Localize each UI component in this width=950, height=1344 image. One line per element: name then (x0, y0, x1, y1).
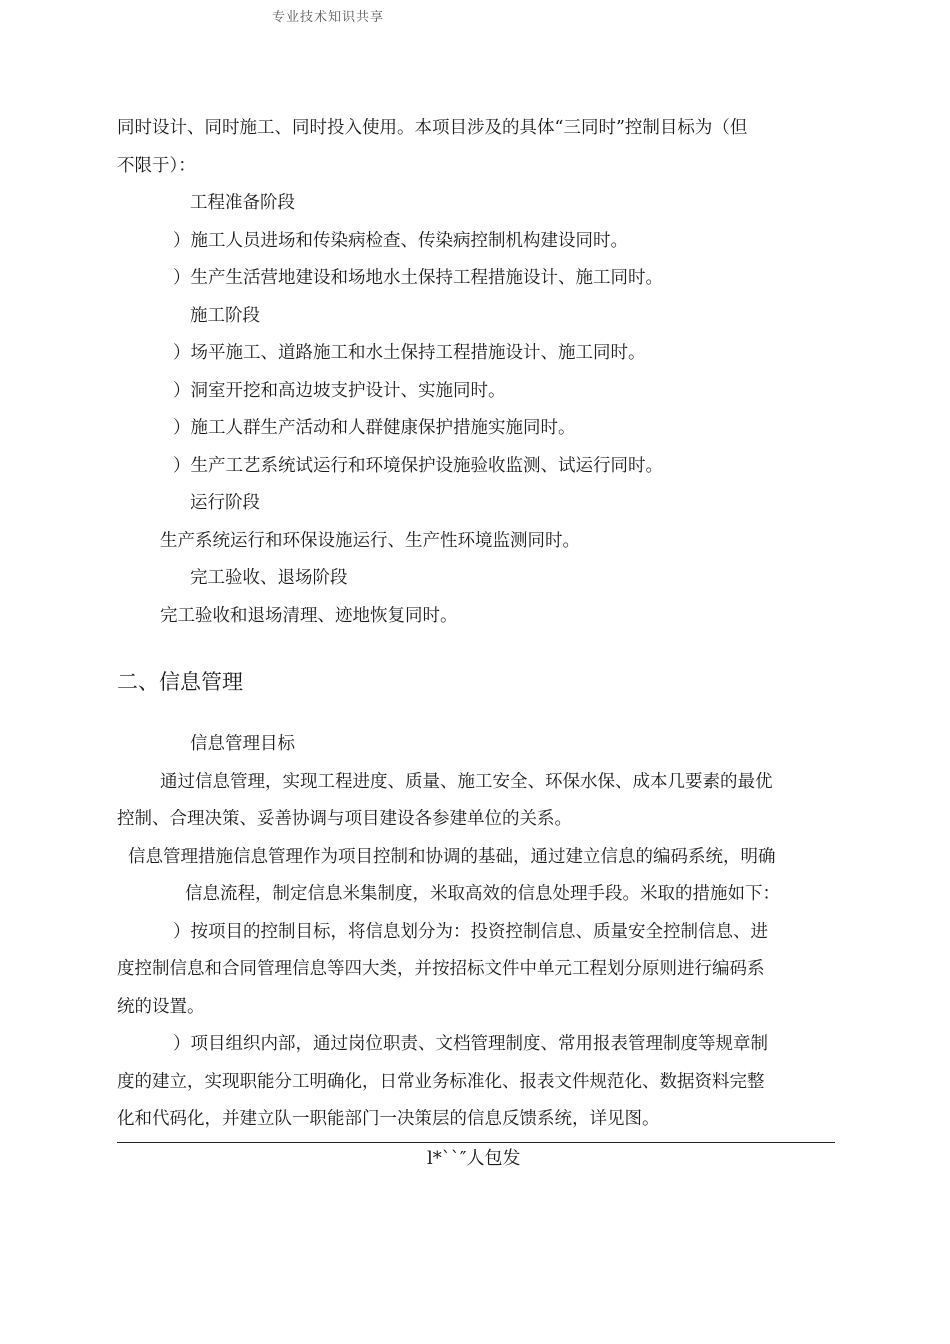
subheading-preparation: 工程准备阶段 (190, 193, 295, 213)
list-item: ）生产生活营地建设和场地水土保持工程措施设计、施工同时。 (173, 268, 663, 288)
body-line: 化和代码化，并建立队一职能部门一决策层的信息反馈系统，详见图。 (117, 1109, 660, 1129)
body-line: 信息流程，制定信息米集制度，米取高效的信息处理手段。米取的措施如下： (185, 884, 780, 904)
subheading-completion: 完工验收、退场阶段 (190, 568, 348, 588)
body-line: 不限于）： (117, 156, 196, 176)
list-item: ）生产工艺系统试运行和环境保护设施验收监测、试运行同时。 (173, 456, 663, 476)
list-item: ）按项目的控制目标，将信息划分为：投资控制信息、质量安全控制信息、进 (173, 922, 768, 942)
subheading-operation: 运行阶段 (190, 493, 260, 513)
body-line: 信息管理措施信息管理作为项目控制和协调的基础，通过建立信息的编码系统，明确 (128, 847, 776, 867)
body-line: 度控制信息和合同管理信息等四大类，并按招标文件中单元工程划分原则进行编码系 (117, 959, 765, 979)
body-line: 完工验收和退场清理、迹地恢复同时。 (160, 606, 458, 626)
subheading-construction: 施工阶段 (190, 306, 260, 326)
list-item: ）施工人群生产活动和人群健康保护措施实施同时。 (173, 418, 576, 438)
subheading-info-target: 信息管理目标 (190, 734, 295, 754)
body-line: 度的建立，实现职能分工明确化，日常业务标准化、报表文件规范化、数据资料完整 (117, 1072, 765, 1092)
body-line: 统的设置。 (117, 997, 205, 1017)
section-title: 二、信息管理 (117, 670, 243, 694)
body-line: 生产系统运行和环保设施运行、生产性环境监测同时。 (160, 531, 580, 551)
body-line: 通过信息管理，实现工程进度、质量、施工安全、环保水保、成本几要素的最优 (160, 772, 773, 792)
footer-text: l*``″人包发 (427, 1148, 521, 1169)
divider (117, 1142, 835, 1143)
list-item: ）洞室开挖和高边坡支护设计、实施同时。 (173, 381, 506, 401)
body-line: 控制、合理决策、妥善协调与项目建设各参建单位的关系。 (117, 809, 572, 829)
body-line: 同时设计、同时施工、同时投入使用。本项目涉及的具体“三同时”控制目标为（但 (117, 118, 748, 138)
list-item: ）项目组织内部，通过岗位职责、文档管理制度、常用报表管理制度等规章制 (173, 1034, 768, 1054)
list-item: ）场平施工、道路施工和水土保持工程措施设计、施工同时。 (173, 343, 646, 363)
page-header: 专业技术知识共享 (272, 10, 385, 25)
list-item: ）施工人员进场和传染病检查、传染病控制机构建设同时。 (173, 231, 628, 251)
